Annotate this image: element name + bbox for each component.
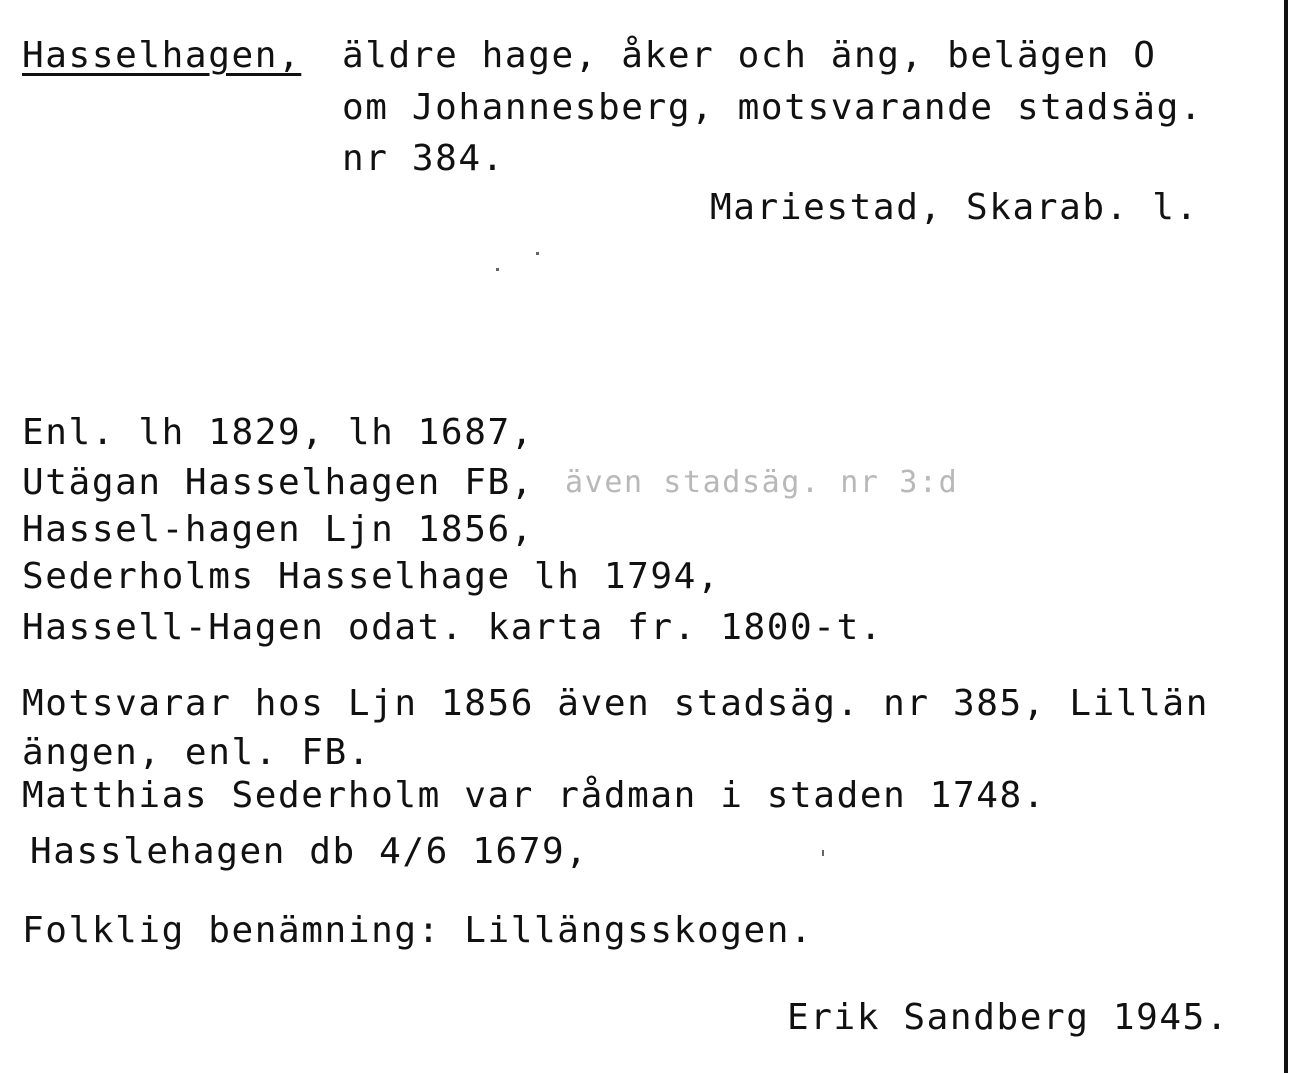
card-edge: [1284, 0, 1288, 1073]
correspondence-line-2: ängen, enl. FB.: [22, 732, 372, 773]
speck: [496, 268, 499, 271]
radman-note: Matthias Sederholm var rådman i staden 1748.: [22, 775, 1047, 816]
source-line-5: Hassell-Hagen odat. karta fr. 1800-t.: [22, 607, 884, 648]
source-line-3: Hassel-hagen Ljn 1856,: [22, 509, 535, 550]
source-line-2: Utägan Hasselhagen FB,: [22, 462, 535, 503]
db-note: Hasslehagen db 4/6 1679,: [30, 831, 589, 872]
location: Mariestad, Skarab. l.: [710, 187, 1199, 228]
description-line-2: om Johannesberg, motsvarande stadsäg.: [342, 87, 1204, 128]
faint-note: även stadsäg. nr 3:d: [565, 465, 959, 500]
headword: Hasselhagen,: [22, 35, 302, 76]
speck: [536, 252, 539, 255]
description-line-1: äldre hage, åker och äng, belägen O: [342, 35, 1157, 76]
description-line-3: nr 384.: [342, 138, 505, 179]
folk-name: Folklig benämning: Lillängsskogen.: [22, 910, 814, 951]
source-line-4: Sederholms Hasselhage lh 1794,: [22, 556, 721, 597]
source-line-1: Enl. lh 1829, lh 1687,: [22, 412, 535, 453]
signature: Erik Sandberg 1945.: [787, 997, 1230, 1038]
speck: [822, 850, 824, 856]
correspondence-line-1: Motsvarar hos Ljn 1856 även stadsäg. nr 385, Lillän: [22, 683, 1209, 724]
